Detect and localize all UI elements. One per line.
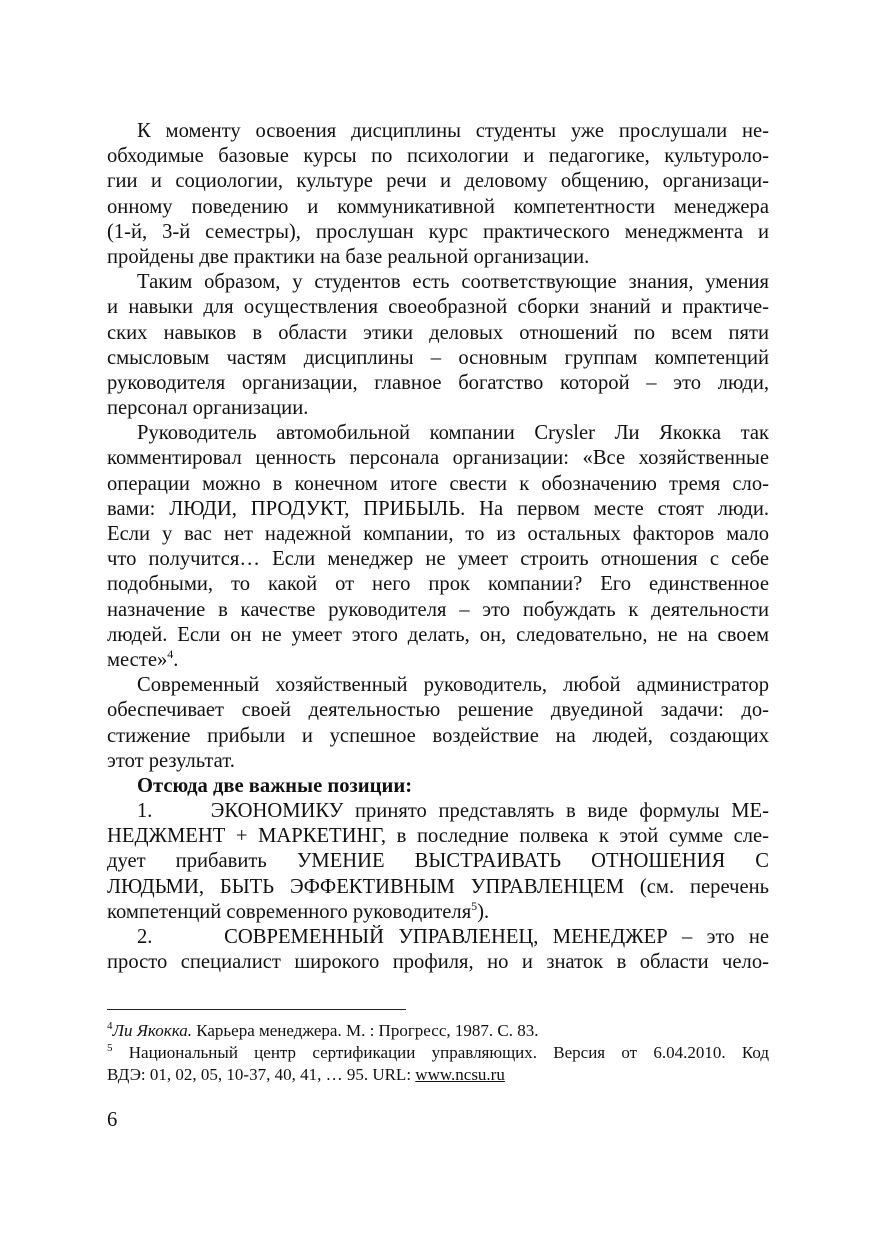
text-line: ских навыков в области этики деловых отношений по всем пяти	[107, 321, 769, 344]
text-line: пройдены две практики на базе реальной организации.	[107, 245, 590, 268]
paragraph-1	[107, 119, 769, 270]
text-line: дует прибавить УМЕНИЕ ВЫСТРАИВАТЬ ОТНОШЕНИЯ С	[107, 850, 769, 873]
footnote-text: Карьера менеджера. М. : Прогресс, 1987. С. 83.	[191, 1021, 539, 1040]
text-line: Руководитель автомобильной компании Crysler Ли Якокка так	[137, 422, 769, 445]
text-fragment: ).	[477, 900, 490, 923]
text-line: обходимые базовые курсы по психологии и педагогике, культуроло-	[107, 145, 769, 168]
main-text	[107, 119, 769, 975]
footnote-author: Ли Якокка.	[112, 1021, 192, 1040]
text-line: персонал организации.	[107, 397, 309, 420]
text-line	[107, 648, 769, 673]
text-line: гии и социологии, культуре речи и деловому общению, организаци-	[107, 170, 769, 193]
text-line: ЛЮДЬМИ, БЫТЬ ЭФФЕКТИВНЫМ УПРАВЛЕНЦЕМ (см. перечень	[107, 875, 769, 898]
footnote-url-link[interactable]: www.ncsu.ru	[415, 1065, 505, 1084]
text-line: просто специалист широкого профиля, но и знаток в области чело-	[107, 951, 769, 974]
text-fragment: месте»	[107, 648, 168, 671]
text-fragment: компетенций современного руководителя	[107, 900, 472, 923]
footnote-ref-4[interactable]: 4	[167, 646, 174, 661]
text-line: 2. СОВРЕМЕННЫЙ УПРАВЛЕНЕЦ, МЕНЕДЖЕР – это не	[137, 926, 769, 948]
text-fragment: .	[173, 648, 179, 671]
text-line: что получится… Если менеджер не умеет строить отношения с себе	[107, 548, 769, 571]
text-line: стижение прибыли и успешное воздействие на людей, создающих	[107, 724, 769, 747]
paragraph-3	[107, 421, 769, 673]
list-item-1	[107, 799, 769, 925]
text-line: и навыки для осуществления своеобразной сборки знаний и практиче-	[107, 296, 769, 319]
page-number: 6	[107, 1109, 118, 1131]
section-heading: Отсюда две важные позиции:	[137, 774, 413, 797]
text-line: Современный хозяйственный руководитель, любой администратор	[137, 674, 769, 697]
text-line: операции можно в конечном итоге свести к обозначению тремя сло-	[107, 472, 769, 495]
paragraph-2	[107, 270, 769, 421]
footnote-separator	[107, 1009, 406, 1010]
list-item-2	[107, 925, 769, 975]
paragraph-4	[107, 673, 769, 774]
text-line: 1. ЭКОНОМИКУ принято представлять в виде формулы МЕ-	[137, 800, 769, 823]
footnote-number: 5	[107, 1042, 113, 1054]
text-line: Если у вас нет надежной компании, то из остальных факторов мало	[107, 523, 769, 545]
text-line: Таким образом, у студентов есть соответствующие знания, умения	[137, 271, 769, 294]
text-line: руководителя организации, главное богатство которой – это люди,	[107, 371, 769, 394]
footnote-text: ВДЭ: 01, 02, 05, 10-37, 40, 41, … 95. URL:	[107, 1065, 416, 1084]
text-line: смысловым частям дисциплины – основным группам компетенций	[107, 346, 769, 369]
text-line: НЕДЖМЕНТ + МАРКЕТИНГ, в последние полвека к этой сумме сле-	[107, 825, 769, 848]
text-line: этот результат.	[107, 749, 235, 772]
text-line: людей. Если он не умеет этого делать, он, следовательно, не на своем	[107, 623, 769, 646]
footnote-4	[107, 1020, 769, 1042]
text-line: К моменту освоения дисциплины студенты уже прослушали не-	[137, 120, 769, 142]
text-line: подобными, то какой от него прок компании? Его единственное	[107, 573, 769, 596]
text-line: комментировал ценность персонала организации: «Все хозяйственные	[107, 447, 769, 470]
text-line: (1-й, 3-й семестры), прослушан курс практического менеджмента и	[107, 220, 769, 243]
text-line: вами: ЛЮДИ, ПРОДУКТ, ПРИБЫЛЬ. На первом месте стоят люди.	[107, 497, 769, 520]
footnote-line	[107, 1042, 769, 1064]
footnote-text: Национальный центр сертификации управляющих. Версия от 6.04.2010. Код	[112, 1043, 769, 1062]
footnote-number: 4	[107, 1020, 113, 1032]
text-line: назначение в качестве руководителя – это побуждать к деятельности	[107, 598, 769, 621]
footnote-line	[107, 1064, 769, 1086]
text-line: обеспечивает своей деятельностью решение двуединой задачи: до-	[107, 699, 769, 722]
footnote-ref-5[interactable]: 5	[471, 898, 478, 913]
footnote-line	[107, 1020, 769, 1042]
footnote-5	[107, 1042, 769, 1086]
text-line	[107, 900, 769, 925]
text-line: онному поведению и коммуникативной компетентности менеджера	[107, 195, 769, 218]
